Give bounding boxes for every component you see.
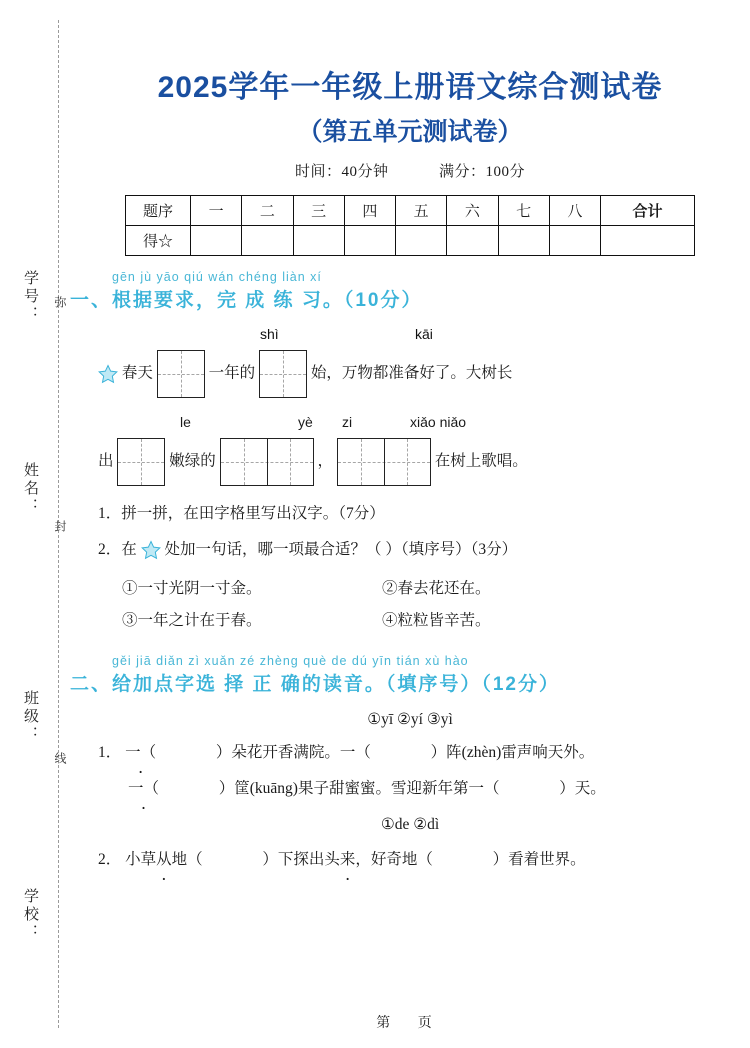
- options-row-1: [122, 576, 750, 596]
- page-footer: 第 页: [376, 1016, 444, 1031]
- score-table: [125, 195, 695, 256]
- page-subtitle: （第五单元测试卷）: [297, 118, 523, 146]
- section-2-choices-2: ①de ②dì: [380, 816, 440, 834]
- margin-name: 姓名：: [22, 462, 39, 516]
- seal-char-3: 线: [53, 752, 67, 765]
- star-icon: [141, 540, 161, 560]
- page-title: 2025学年一年级上册语文综合测试卷: [157, 71, 663, 104]
- sentence-2-part-d: 在树上歌唱。: [434, 452, 528, 470]
- tianzige-box[interactable]: [259, 350, 307, 398]
- pinyin-label-kai: kāi: [415, 326, 433, 342]
- tianzige-box-pair[interactable]: [337, 438, 431, 486]
- question-2-1-number: 1．: [98, 744, 122, 762]
- question-2-1-line1-part2: ）朵花开香满院。一（: [215, 744, 371, 762]
- exam-meta: [70, 160, 750, 181]
- sentence-2-part-a: 出: [98, 452, 114, 470]
- time-label: 时间：40分钟: [294, 164, 389, 180]
- score-col-3: 四: [344, 196, 395, 226]
- score-cell-6[interactable]: [498, 226, 549, 256]
- sentence-2-part-b: 嫩绿的: [169, 452, 216, 470]
- score-col-6: 七: [498, 196, 549, 226]
- section-2-choices-1: ①yī ②yí ③yì: [367, 711, 453, 729]
- score-cell-0[interactable]: [191, 226, 242, 256]
- score-cell-2[interactable]: [293, 226, 344, 256]
- question-1-2-part-b: 处加一句话，哪一项最合适？（ ）（填序号）（3分）: [164, 541, 518, 558]
- pinyin-label-xiaoniao: xiǎo niǎo: [410, 414, 467, 430]
- section-2-title: 二、给加点字选 择 正 确的读音。（填序号）（12分）: [70, 674, 560, 696]
- sentence-1-part-a: 春天: [121, 364, 153, 382]
- question-2-1-line2-part2: ）筐(kuāng)果子甜蜜蜜。雪迎新年第一（: [218, 780, 500, 798]
- margin-school: 学校：: [22, 888, 39, 942]
- section-2-pinyin: gěi jiā diǎn zì xuǎn zé zhèng què de dú yīn tián xù hào: [112, 654, 469, 669]
- score-cell-4[interactable]: [396, 226, 447, 256]
- question-2-1: [98, 743, 750, 763]
- exam-paper: [70, 0, 750, 1048]
- section-1-pinyin: gēn jù yāo qiú wán chéng liàn xí: [112, 270, 322, 284]
- options-row-2: [122, 608, 750, 628]
- question-2-2-number: 2．: [98, 851, 122, 869]
- tianzige-box-pair[interactable]: [220, 438, 314, 486]
- pinyin-label-le: le: [180, 414, 191, 430]
- pinyin-label-zi: zi: [342, 414, 353, 430]
- table-row: [126, 226, 695, 256]
- tianzige-box[interactable]: [117, 438, 165, 486]
- pinyin-label-shi: shì: [260, 326, 279, 342]
- question-1-2: [98, 540, 750, 560]
- margin-class: 班级：: [22, 690, 39, 744]
- tianzige-box[interactable]: [157, 350, 205, 398]
- star-icon: [98, 364, 118, 384]
- score-cell-3[interactable]: [344, 226, 395, 256]
- score-cell-7[interactable]: [549, 226, 600, 256]
- question-2-1-line2-part3: ）天。: [559, 780, 606, 798]
- left-margin-strip: [0, 0, 70, 1048]
- score-cell-total[interactable]: [601, 226, 695, 256]
- option-1[interactable]: ①一寸光阴一寸金。: [122, 580, 262, 598]
- section-1-title: 一、根据要求，完 成 练 习。（10分）: [70, 290, 423, 311]
- dotted-char-di: ）下探出头来，好奇地（ ·: [262, 851, 433, 868]
- score-row-label-1: 得☆: [126, 226, 191, 256]
- fill-sentence-1: [98, 350, 750, 398]
- dotted-char-de: 小草从地（ ·: [125, 851, 203, 868]
- question-2-2: [98, 850, 750, 870]
- dotted-char-yi-1: 一（ ·: [125, 744, 156, 761]
- score-cell-5[interactable]: [447, 226, 498, 256]
- option-4[interactable]: ④粒粒皆辛苦。: [382, 612, 491, 630]
- seal-char-1: 弥: [53, 296, 67, 309]
- score-col-5: 六: [447, 196, 498, 226]
- score-col-2: 三: [293, 196, 344, 226]
- score-col-total: 合计: [601, 196, 695, 226]
- score-row-label-0: 题序: [126, 196, 191, 226]
- score-cell-1[interactable]: [242, 226, 293, 256]
- score-col-0: 一: [191, 196, 242, 226]
- fill-sentence-2: [98, 438, 750, 486]
- sentence-1-part-c: 始，万物都准备好了。大树长: [310, 364, 513, 382]
- margin-student-id: 学号：: [22, 270, 39, 324]
- dotted-char-yi-2: 一（ ·: [128, 780, 159, 797]
- pinyin-label-ye: yè: [298, 414, 313, 430]
- option-2[interactable]: ②春去花还在。: [382, 580, 491, 598]
- score-col-4: 五: [396, 196, 447, 226]
- sentence-1-part-b: 一年的: [208, 364, 256, 382]
- seal-char-2: 封: [53, 520, 67, 533]
- score-col-1: 二: [242, 196, 293, 226]
- score-col-7: 八: [549, 196, 600, 226]
- question-2-2-part3: ）看着世界。: [492, 851, 586, 869]
- question-2-1-line2: [128, 779, 750, 799]
- option-3[interactable]: ③一年之计在于春。: [122, 612, 262, 630]
- total-score-label: 满分：100分: [439, 164, 526, 180]
- sentence-2-part-c: ，: [317, 452, 334, 470]
- question-2-1-line1-part3: ）阵(zhèn)雷声响天外。: [430, 744, 595, 762]
- question-1-2-part-a: 2．在: [98, 541, 137, 558]
- table-row: [126, 196, 695, 226]
- question-1-1: 1．拼一拼，在田字格里写出汉字。（7分）: [98, 505, 385, 522]
